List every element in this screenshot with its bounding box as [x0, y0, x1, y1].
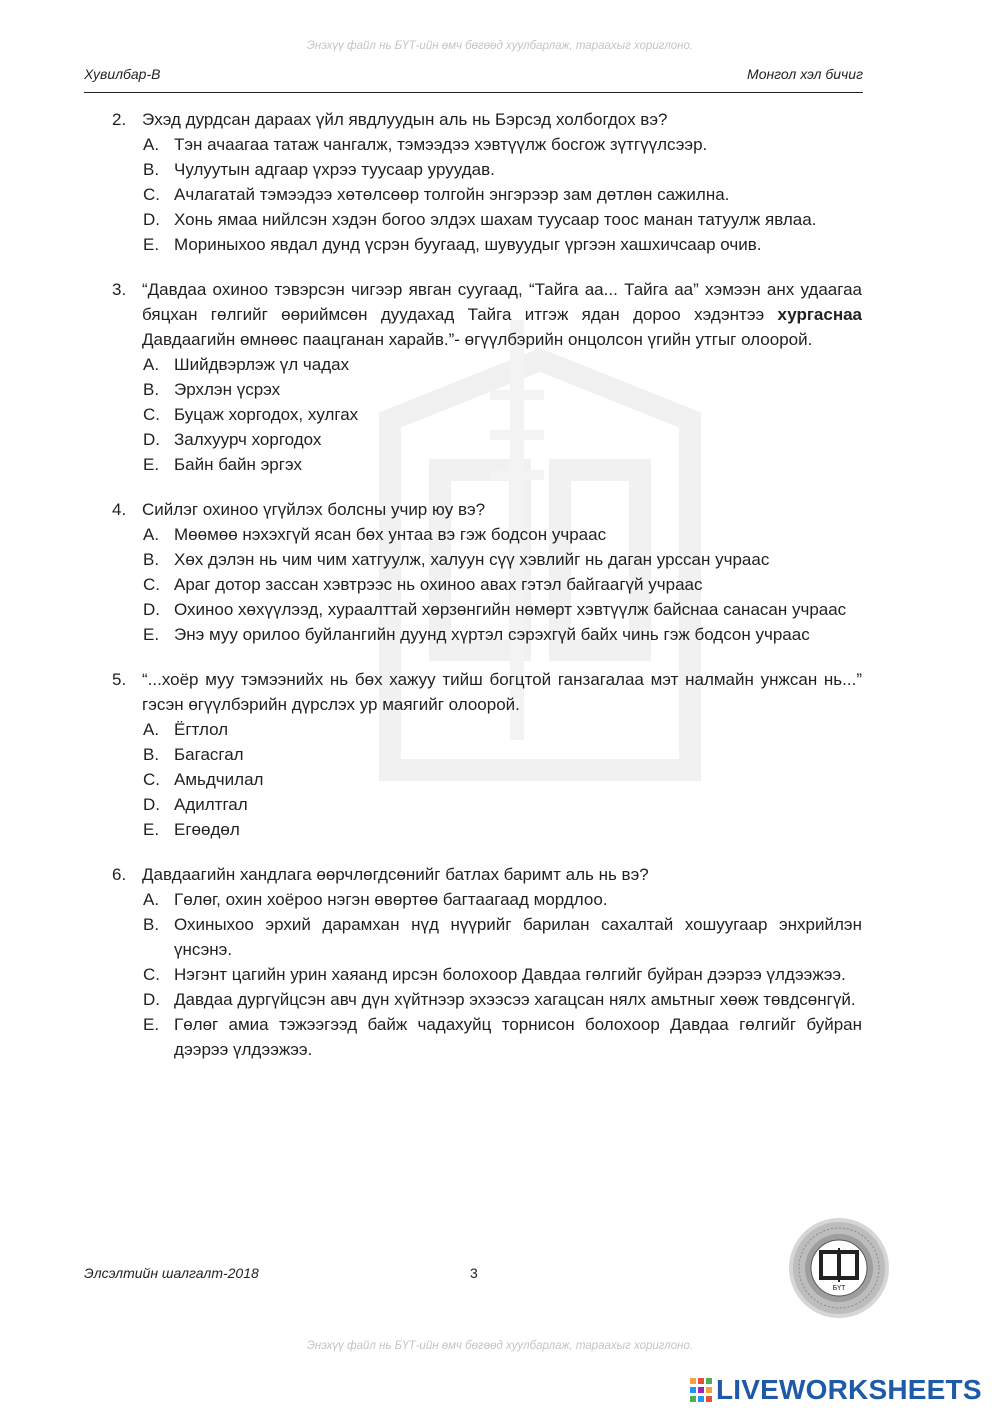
- question-number: 3.: [112, 280, 127, 299]
- option-letter: A.: [143, 135, 160, 154]
- option-letter: B.: [143, 380, 160, 399]
- option-text: Энэ муу орилоо буйлангийн дуунд хүртэл сэрэхгүй байх чинь гэж бодсон учраас: [174, 625, 810, 644]
- seal-stamp-icon: [787, 1216, 891, 1320]
- answer-option-a[interactable]: [112, 522, 862, 547]
- option-letter: B.: [143, 915, 160, 934]
- option-text: Охиныхоо эрхий дарамхан нүд нүүрийг барилан сахалтай хошуугаар энхрийлэн үнсэнэ.: [174, 915, 862, 959]
- answer-option-a[interactable]: [112, 132, 862, 157]
- answer-option-e[interactable]: [112, 1012, 862, 1062]
- option-text: Тэн ачаагаа татаж чангалж, тэмээдээ хэвтүүлж босгож зүтгүүлсээр.: [174, 135, 708, 154]
- option-text: Амьдчилал: [174, 770, 264, 789]
- question-text: [142, 277, 862, 352]
- highlighted-word: хургаснаа: [777, 305, 862, 324]
- question-6: [112, 862, 862, 1062]
- liveworksheets-logo[interactable]: [690, 1372, 982, 1408]
- question-5: [112, 667, 862, 842]
- answer-option-c[interactable]: [112, 767, 862, 792]
- option-letter: D.: [143, 430, 160, 449]
- answer-option-b[interactable]: [112, 157, 862, 182]
- answer-option-d[interactable]: [112, 987, 862, 1012]
- option-text: Ёгтлол: [174, 720, 229, 739]
- option-text: Нэгэнт цагийн урин хаяанд ирсэн болохоор Давдаа гөлгийг буйран дээрээ үлдээжээ.: [174, 965, 846, 984]
- answer-option-c[interactable]: [112, 182, 862, 207]
- answer-option-b[interactable]: [112, 547, 862, 572]
- seal-label: БҮТ: [832, 1285, 846, 1292]
- answer-option-b[interactable]: [112, 377, 862, 402]
- option-text: Шийдвэрлэж үл чадах: [174, 355, 350, 374]
- page-header: [84, 66, 863, 86]
- answer-option-c[interactable]: [112, 962, 862, 987]
- option-text: Хөх дэлэн нь чим чим хатгуулж, халуун сүү хэвлийг нь даган урссан учраас: [174, 550, 770, 569]
- option-text: Егөөдөл: [174, 820, 240, 839]
- answer-option-e[interactable]: [112, 232, 862, 257]
- option-letter: B.: [143, 550, 160, 569]
- option-text: Чулуутын адгаар үхрээ туусаар уруудав.: [174, 160, 495, 179]
- option-letter: E.: [143, 625, 160, 644]
- option-letter: C.: [143, 185, 160, 204]
- option-letter: A.: [143, 890, 160, 909]
- option-letter: A.: [143, 525, 160, 544]
- answer-option-e[interactable]: [112, 622, 862, 647]
- answer-option-c[interactable]: [112, 402, 862, 427]
- option-text: Буцаж хоргодох, хулгах: [174, 405, 359, 424]
- question-text: Давдаагийн хандлага өөрчлөгдсөнийг батлах баримт аль нь вэ?: [142, 865, 649, 884]
- option-text: Байн байн эргэх: [174, 455, 302, 474]
- page-number: 3: [470, 1265, 478, 1281]
- option-text: Багасгал: [174, 745, 244, 764]
- option-text: Адилтгал: [174, 795, 248, 814]
- option-letter: C.: [143, 770, 160, 789]
- variant-label: Хувилбар-В: [84, 66, 161, 82]
- question-number: 4.: [112, 500, 127, 519]
- answer-option-d[interactable]: [112, 792, 862, 817]
- option-letter: D.: [143, 600, 160, 619]
- question-number: 2.: [112, 110, 127, 129]
- option-text: Залхуурч хоргодох: [174, 430, 322, 449]
- question-text-part: “Давдаа охиноо тэвэрсэн чигээр явган суугаад, “Тайга аа... Тайга аа” хэмээн анх удаагаа бяцхан гөлгийг өөриймсөн дуудахад Тайга итгэж ядан дороо хэдэнтээ: [142, 280, 862, 324]
- copyright-notice-bottom: Энэхүү файл нь БҮТ-ийн өмч бөгөөд хуулбарлаж, тараахыг хориглоно.: [306, 1340, 694, 1352]
- option-letter: B.: [143, 160, 160, 179]
- answer-option-d[interactable]: [112, 597, 862, 622]
- answer-option-b[interactable]: [112, 742, 862, 767]
- option-text: Гөлөг, охин хоёроо нэгэн өвөртөө багтаагаад мордлоо.: [174, 890, 608, 909]
- exam-label: Элсэлтийн шалгалт-2018: [84, 1265, 259, 1281]
- question-text: Сийлэг охиноо үгүйлэх болсны учир юу вэ?: [142, 500, 486, 519]
- option-letter: C.: [143, 575, 160, 594]
- question-text: “...хоёр муу тэмээнийх нь бөх хажуу тийш богцтой ганзагалаа мэт налмайн унжсан нь...” гэсэн өгүүлбэрийн дүрслэх ур маягийг олоорой.: [142, 670, 862, 714]
- answer-option-d[interactable]: [112, 427, 862, 452]
- option-letter: E.: [143, 455, 160, 474]
- option-letter: D.: [143, 210, 160, 229]
- option-text: Мөөмөө нэхэхгүй ясан бөх унтаа вэ гэж бодсон учраас: [174, 525, 607, 544]
- question-4: [112, 497, 862, 647]
- option-text: Эрхлэн үсрэх: [174, 380, 281, 399]
- answer-option-d[interactable]: [112, 207, 862, 232]
- option-letter: C.: [143, 965, 160, 984]
- option-text: Охиноо хөхүүлээд, хураалттай хөрзөнгийн нөмөрт хэвтүүлж байснаа санасан учраас: [174, 600, 847, 619]
- option-letter: C.: [143, 405, 160, 424]
- option-text: Гөлөг амиа тэжээгээд байж чадахуйц торнисон болохоор Давдаа гөлгийг буйран дээрээ үлдээжээ.: [174, 1015, 862, 1059]
- header-divider: [84, 92, 863, 93]
- option-letter: D.: [143, 795, 160, 814]
- option-letter: A.: [143, 355, 160, 374]
- option-letter: E.: [143, 820, 160, 839]
- answer-option-a[interactable]: [112, 717, 862, 742]
- question-number: 6.: [112, 865, 127, 884]
- option-text: Давдаа дургүйцсэн авч дүн хүйтнээр эхээсээ хагацсан нялх амьтныг хөөж төвдсөнгүй.: [174, 990, 856, 1009]
- question-2: [112, 107, 862, 257]
- question-number: 5.: [112, 670, 127, 689]
- question-text: Эхэд дурдсан дараах үйл явдлуудын аль нь Бэрсэд холбогдох вэ?: [142, 110, 668, 129]
- option-letter: B.: [143, 745, 160, 764]
- option-letter: A.: [143, 720, 160, 739]
- option-text: Ачлагатай тэмээдээ хөтөлсөөр толгойн энгэрээр зам дөтлөн сажилна.: [174, 185, 730, 204]
- option-text: Хонь ямаа нийлсэн хэдэн богоо элдэх шахам туусаар тоос манан татуулж явлаа.: [174, 210, 817, 229]
- answer-option-c[interactable]: [112, 572, 862, 597]
- answer-option-a[interactable]: [112, 352, 862, 377]
- copyright-notice-top: Энэхүү файл нь БҮТ-ийн өмч бөгөөд хуулбарлаж, тараахыг хориглоно.: [306, 40, 694, 52]
- option-text: Мориныхоо явдал дунд үсрэн буугаад, шувуудыг үргээн хашхичсаар очив.: [174, 235, 762, 254]
- question-text-part: Давдаагийн өмнөөс паацганан харайв.”- өгүүлбэрийн онцолсон үгийн утгыг олоорой.: [142, 330, 813, 349]
- option-text: Араг дотор зассан хэвтрээс нь охиноо авах гэтэл байгаагүй учраас: [174, 575, 703, 594]
- liveworksheets-wordmark: LIVEWORKSHEETS: [716, 1374, 982, 1405]
- questions-list: [112, 107, 862, 1082]
- answer-option-e[interactable]: [112, 452, 862, 477]
- answer-option-a[interactable]: [112, 887, 862, 912]
- answer-option-b[interactable]: [112, 912, 862, 962]
- option-letter: E.: [143, 1015, 160, 1034]
- option-letter: E.: [143, 235, 160, 254]
- subject-label: Монгол хэл бичиг: [747, 66, 863, 82]
- question-3: [112, 277, 862, 477]
- liveworksheets-icon: [690, 1378, 712, 1402]
- answer-option-e[interactable]: [112, 817, 862, 842]
- option-letter: D.: [143, 990, 160, 1009]
